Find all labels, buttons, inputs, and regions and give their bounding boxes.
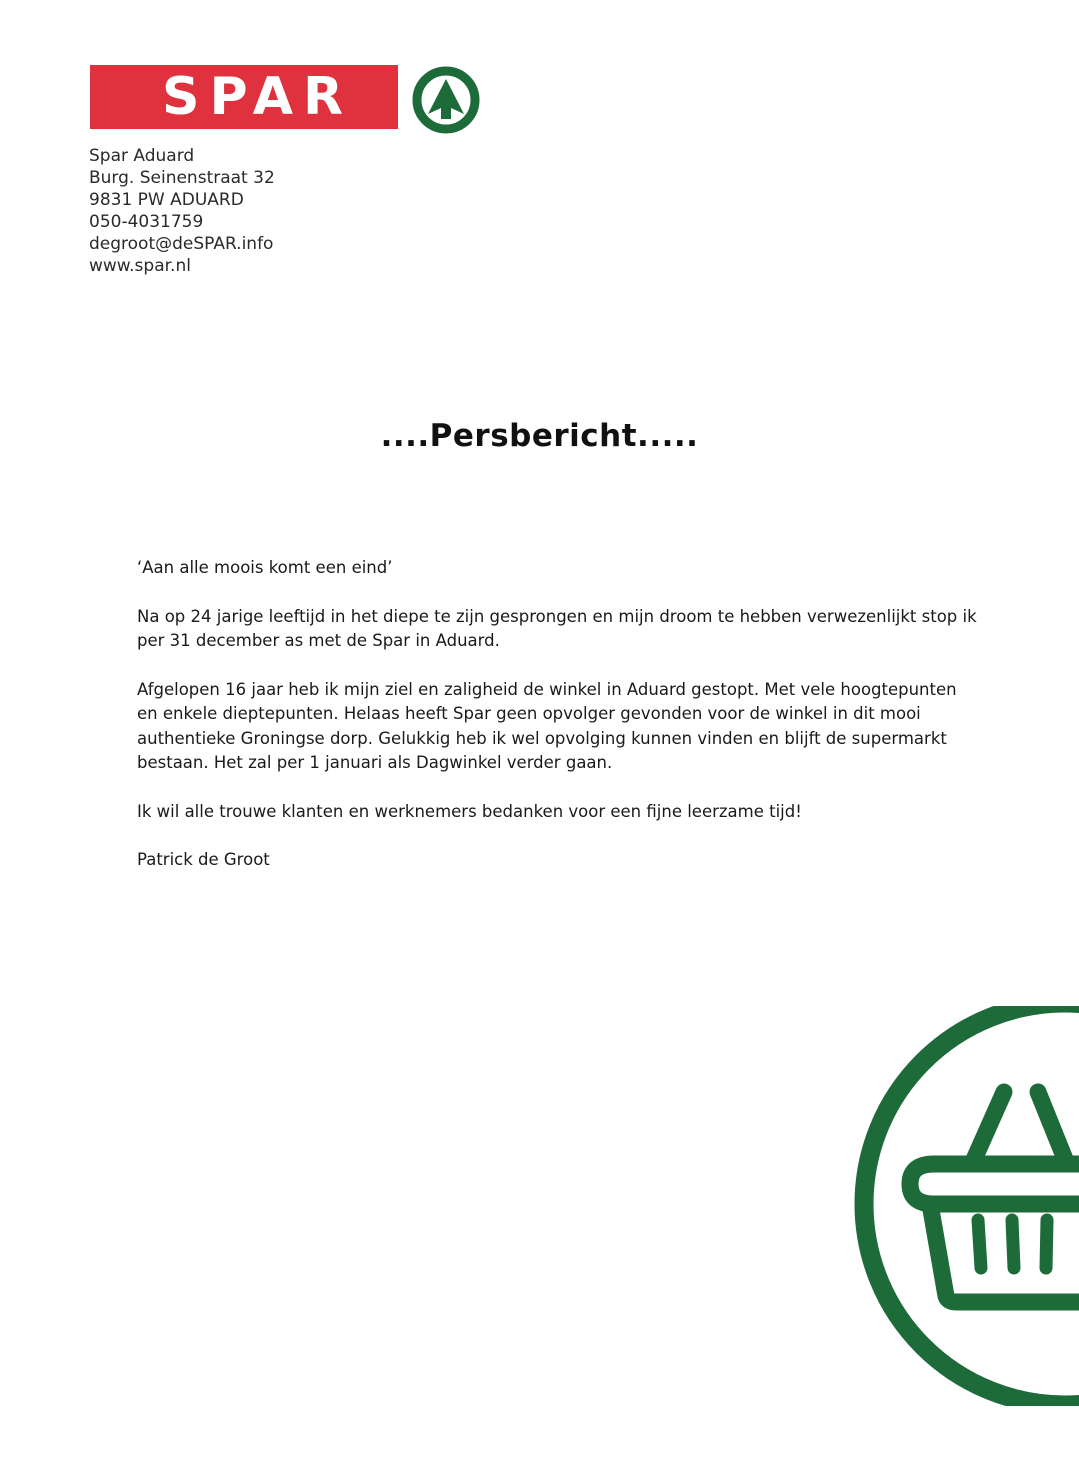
street-address: Burg. Seinenstraat 32	[89, 168, 275, 188]
phone-number: 050-4031759	[89, 212, 204, 232]
shopping-basket-icon	[818, 1006, 1079, 1406]
store-name: Spar Aduard	[89, 146, 195, 166]
email-address: degroot@deSPAR.info	[89, 234, 274, 254]
spar-tree-icon	[412, 66, 480, 134]
press-release-body	[137, 556, 977, 897]
store-address	[89, 145, 275, 277]
page-title: ....Persbericht.....	[380, 418, 699, 454]
signature: Patrick de Groot	[137, 850, 270, 869]
spar-logo-text: SPAR	[162, 67, 354, 127]
website: www.spar.nl	[89, 256, 191, 276]
postal-city: 9831 PW ADUARD	[89, 190, 244, 210]
paragraph-1: Na op 24 jarige leeftijd in het diepe te zijn gesprongen en mijn droom te hebben verwezenlijkt stop ik per 31 december as met de Spar in Aduard.	[137, 606, 977, 650]
paragraph-2: Afgelopen 16 jaar heb ik mijn ziel en zaligheid de winkel in Aduard gestopt. Met vele hoogtepunten en enkele dieptepunten. Helaas heeft Spar geen opvolger gevonden voor de winkel in dit mooi authentieke Groningse dorp. Gelukkig heb ik wel opvolging kunnen vinden en blijft de supermarkt bestaan. Het zal per 1 januari als Dagwinkel verder gaan.	[137, 679, 957, 772]
letter-headline: ‘Aan alle moois komt een eind’	[137, 558, 393, 577]
paragraph-3: Ik wil alle trouwe klanten en werknemers bedanken voor een fijne leerzame tijd!	[137, 801, 802, 821]
spar-logo-banner	[90, 65, 398, 129]
